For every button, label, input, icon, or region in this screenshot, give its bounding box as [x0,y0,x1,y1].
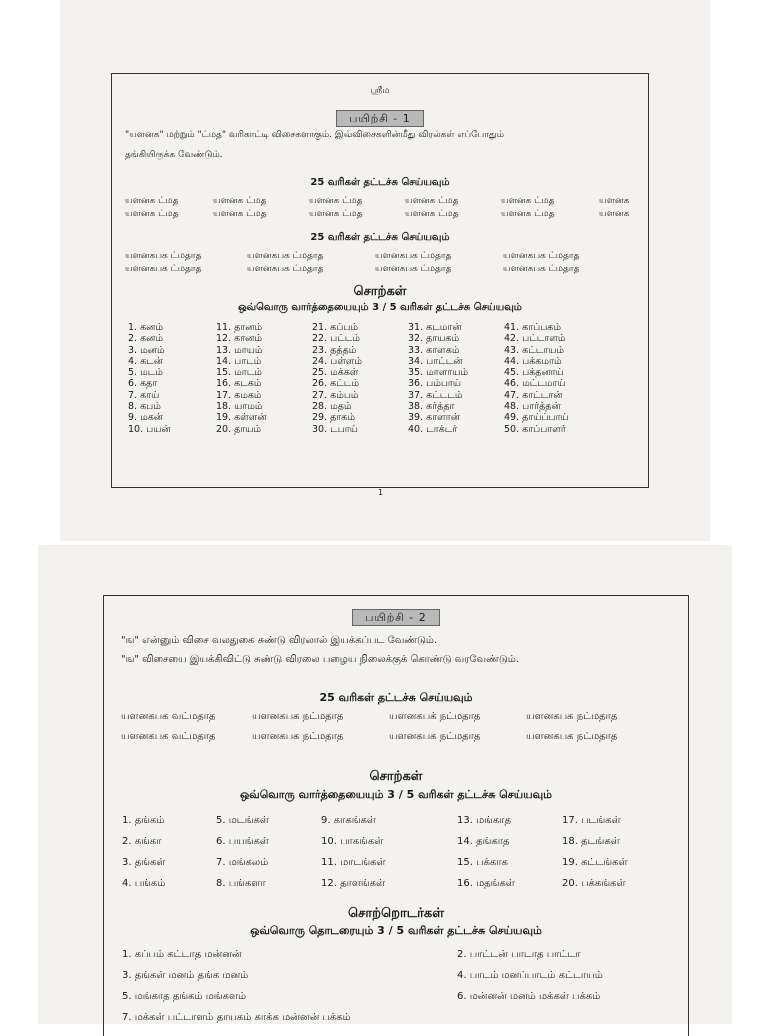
drill-item: யளனகபக நட்மதாத [252,731,344,742]
phrase-item: 5. மங்காத தங்கம் மங்களம் [122,991,247,1002]
drill-item: யளனகபக ட்மதாத [503,264,580,274]
word-item: 13. மங்காத [457,815,512,826]
phrase-item: 3. தங்கள் மனம் தங்க மனம் [122,970,249,981]
drill-heading-1: 25 வரிகள் தட்டச்சு செய்யவும் [310,177,450,188]
drill-item: யளனகபக் நட்மதாத [389,711,481,722]
word-item: 11. தானம் [216,322,263,333]
drill-item: யளனகபக ட்மதாத [503,251,580,261]
drill-item: யளனக ட்மத [125,209,179,219]
word-column [122,810,165,894]
word-item: 8. கபம் [128,401,161,413]
drill-item: யளனக ட்மத [309,196,363,206]
word-column [128,322,171,435]
drill-item: யளனகபக நட்மதாத [252,711,344,722]
word-item: 14. பாடம் [216,355,262,367]
word-item: 5. மடங்கள் [216,815,269,826]
word-item: 8. பங்களா [216,878,266,889]
instruction-line-2: "ங" விசையை இயக்கிவிட்டு சுண்டு விரலை பழைய நிலைக்குக் கொண்டு வரவேண்டும். [121,654,519,665]
drill-item: யளனக [599,196,630,206]
word-item: 2. கங்கா [122,836,162,847]
word-item: 34. பாட்டன் [408,355,463,367]
words-heading: சொற்கள் [353,284,407,299]
drill-item: யளனகபக நட்மதாத [389,731,481,742]
word-item: 3. மனம் [128,344,165,356]
phrase-list [122,944,672,1034]
drill-row [125,251,637,264]
word-item: 25. மக்கள் [312,367,359,379]
phrases-subheading: ஒவ்வொரு தொடரையும் 3 / 5 வரிகள் தட்டச்சு செய்யவும் [250,924,542,937]
drill-row [125,196,637,209]
word-item: 13. மாயம் [216,344,263,356]
word-item: 7. மங்கலம் [216,857,269,868]
drill-row [125,209,637,222]
phrase-item: 1. கப்பம் கட்டாத மன்னன் [122,949,242,960]
phrase-item: 7. மக்கள் பட்டாளம் தாயகம் காக்க மன்னன் பக்கம் [122,1012,351,1023]
drill-item: யளனகபக ட்மதாத [375,264,452,274]
drill-item: யளனகபக வட்மதாத [121,711,216,722]
word-item: 36. பம்பாய் [408,378,462,390]
phrase-item: 2. பாட்டன் பாடாத பாட்டா [457,949,581,960]
word-item: 22. பட்டம் [312,333,360,345]
word-item: 10. பயன் [128,423,171,435]
word-item: 4. கடன் [128,355,163,367]
word-item: 19. கட்டங்கள் [562,857,628,868]
drill-item: யளனகபக நட்மதாத [526,731,618,742]
word-item: 37. கட்டடம் [408,389,463,401]
drill-row [125,264,637,277]
word-item: 48. பார்த்தன் [504,401,561,413]
instruction-line-1: "ங" என்னும் விசை வலதுகை சுண்டு விரலால் இயக்கப்பட வேண்டும். [121,635,438,646]
drill-item: யளனக ட்மத [213,196,267,206]
word-item: 16. மதங்கள் [457,878,515,889]
drill-item: யளனக ட்மத [213,209,267,219]
word-item: 16. கடகம் [216,378,262,390]
word-column [312,322,362,435]
page-2-border [103,595,689,1036]
drill-heading-2: 25 வரிகள் தட்டச்சு செய்யவும் [310,232,450,243]
words-subheading: ஒவ்வொரு வார்த்தையையும் 3 / 5 வரிகள் தட்டச்சு செய்யவும் [238,302,522,313]
word-column [216,322,267,435]
worksheet-page-1 [60,0,710,541]
drill-item: யளனகபக ட்மதாத [247,251,324,261]
word-item: 50. காப்பாளர் [504,423,566,435]
drill-item: யளனக ட்மத [309,209,363,219]
instruction-line-1: "யளனக" மற்றும் "ட்மத" வரிகாட்டி விசைகளாகும். இவ்விசைகளின்மீது விரல்கள் எப்போதும் [125,130,504,140]
word-item: 20. தாயம் [216,423,262,435]
word-item: 30. டபாய் [312,423,358,435]
drill-item: யளனகபக ட்மதாத [247,264,324,274]
top-mark: ஸ்ரீம [370,86,390,96]
word-item: 28. மதம் [312,401,352,413]
word-item: 19. கள்ளன் [216,412,267,424]
word-item: 43. கட்டாயம் [504,344,565,356]
word-item: 35. மாளாயம் [408,367,469,379]
word-item: 1. கனம் [128,322,164,333]
word-item: 21. கப்பம் [312,322,358,333]
word-item: 15. மாடம் [216,367,262,379]
instruction-line-2: தங்கியிருக்க வேண்டும். [125,150,223,160]
drill-row [121,731,671,751]
drill-row [121,711,671,731]
word-item: 38. கர்த்தா [408,401,455,413]
drill-item: யளனகபக ட்மதாத [125,251,202,261]
word-item: 42. பட்டாளம் [504,333,566,345]
exercise-badge: பயிற்சி - 1 [336,110,424,127]
page-1-border [111,73,649,488]
drill-item: யளனக ட்மத [501,209,555,219]
word-item: 9. காகங்கள் [321,815,376,826]
word-column [216,810,269,894]
worksheet-page-2 [38,545,732,1024]
word-item: 2. கனம் [128,333,164,345]
word-column [408,322,468,435]
word-list [122,810,672,898]
drill-block-2 [125,251,637,277]
word-item: 26. கட்டம் [312,378,359,390]
word-item: 27. கம்பம் [312,389,359,401]
word-item: 3. தங்கள் [122,857,166,868]
word-item: 6. கதா [128,378,158,390]
drill-item: யளனக [599,209,630,219]
word-column [504,322,569,435]
word-column [562,810,628,894]
word-item: 24. பள்ளம் [312,355,362,367]
drill-item: யளனக ட்மத [125,196,179,206]
drill-block [121,711,671,751]
word-item: 29. தாகம் [312,412,356,424]
phrase-column-left [122,944,351,1028]
word-item: 1. தங்கம் [122,815,165,826]
word-item: 7. காய் [128,389,160,401]
word-item: 46. மட்டமாய் [504,378,566,390]
word-item: 39. காளான் [408,412,460,424]
phrases-heading: சொற்றொடர்கள் [348,906,444,921]
word-column [457,810,515,894]
word-column [321,810,386,894]
word-item: 49. தாய்ப்பாய் [504,412,569,424]
word-item: 14. தங்காத [457,836,510,847]
word-item: 5. மடம் [128,367,163,379]
drill-item: யளனகபக வட்மதாத [121,731,216,742]
word-item: 17. படங்கள் [562,815,621,826]
word-list [128,322,638,438]
word-item: 33. காளகம் [408,344,460,356]
phrase-item: 6. மன்னன் மனம் மக்கள் பக்கம் [457,991,601,1002]
drill-item: யளனகபக நட்மதாத [526,711,618,722]
words-heading: சொற்கள் [369,769,423,784]
drill-item: யளனக ட்மத [501,196,555,206]
words-subheading: ஒவ்வொரு வார்த்தையையும் 3 / 5 வரிகள் தட்டச்சு செய்யவும் [239,788,553,801]
word-item: 6. பயங்கள் [216,836,269,847]
drill-item: யளனக ட்மத [405,196,459,206]
drill-heading: 25 வரிகள் தட்டச்சு செய்யவும் [319,691,473,704]
word-item: 41. காப்பகம் [504,322,562,333]
word-item: 4. பங்கம் [122,878,166,889]
drill-item: யளனகபக ட்மதாத [375,251,452,261]
word-item: 40. டாக்டர் [408,423,458,435]
drill-item: யளனகபக ட்மதாத [125,264,202,274]
drill-item: யளனக ட்மத [405,209,459,219]
word-item: 20. பக்கங்கள் [562,878,626,889]
exercise-badge: பயிற்சி - 2 [352,609,440,626]
word-item: 44. பக்கமாம் [504,355,562,367]
phrase-item: 4. பாடம் மனப்பாடம் கட்டாயம் [457,970,603,981]
word-item: 32. தாயகம் [408,333,460,345]
word-item: 12. தாளங்கள் [321,878,386,889]
word-item: 18. யாமம் [216,401,263,413]
word-item: 15. பக்காக [457,857,508,868]
drill-block-1 [125,196,637,222]
word-item: 18. தடங்கள் [562,836,620,847]
page-number: 1 [378,488,384,497]
word-item: 17. கமகம் [216,389,262,401]
phrase-column-right [457,944,603,1007]
word-item: 47. காட்டான் [504,389,563,401]
word-item: 11. மாடங்கள் [321,857,386,868]
word-item: 12. கானம் [216,333,263,345]
word-item: 23. தத்தம் [312,344,357,356]
word-item: 10. பாகங்கள் [321,836,384,847]
word-item: 31. கடமான் [408,322,462,333]
word-item: 9. மகன் [128,412,164,424]
word-item: 45. பக்தனாய் [504,367,564,379]
